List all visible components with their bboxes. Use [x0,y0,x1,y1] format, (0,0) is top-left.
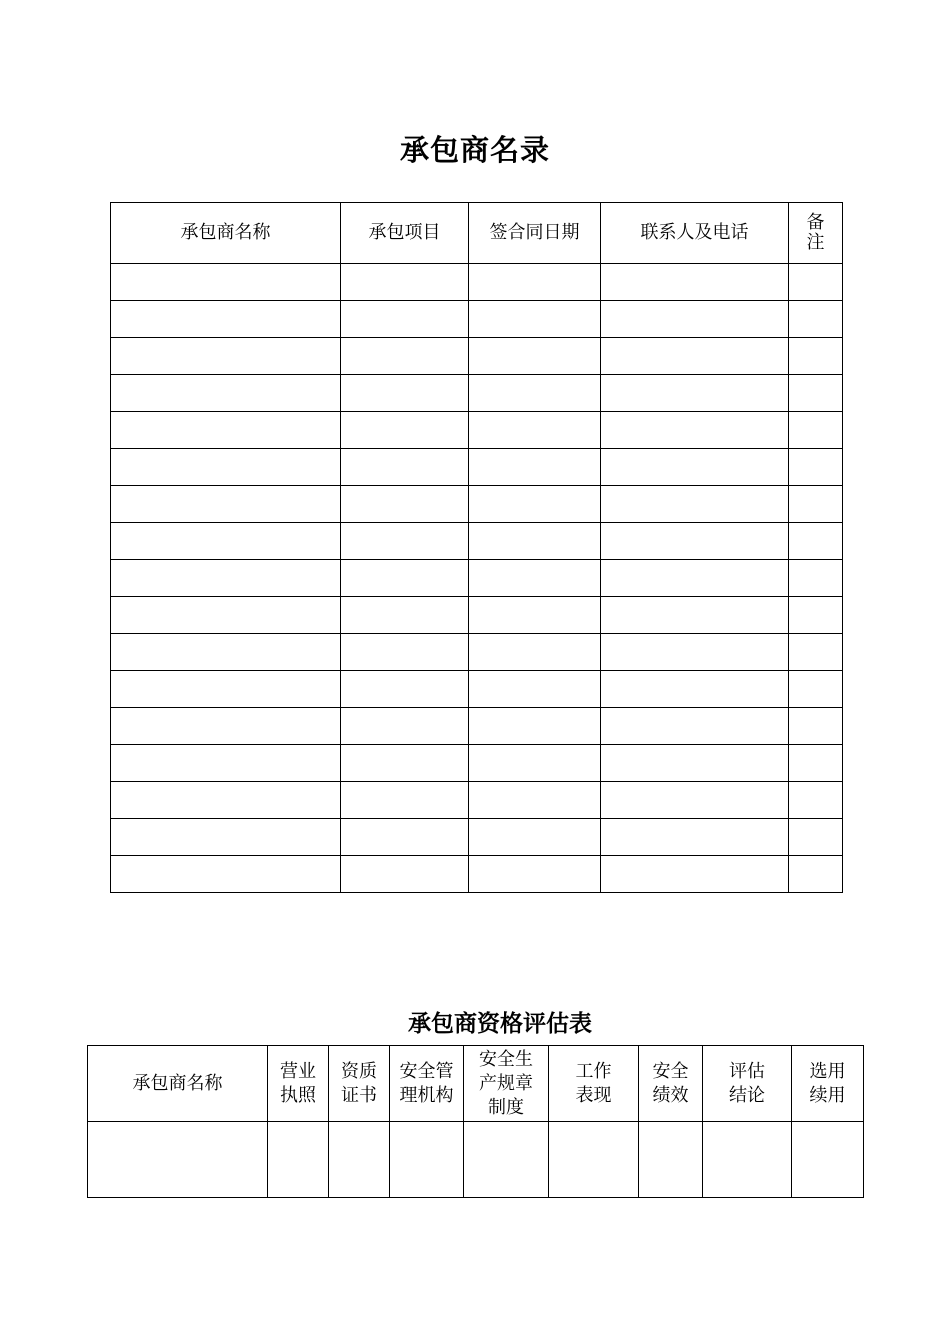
table-row [111,708,843,745]
blank-cell [789,634,843,671]
blank-cell [601,745,789,782]
blank-cell [469,375,601,412]
header-line: 制度 [488,1096,524,1118]
evaluation-header-cell [88,1046,268,1122]
blank-cell [111,486,341,523]
qualification-evaluation-table [87,1045,864,1198]
table-row [88,1122,864,1198]
blank-cell [469,560,601,597]
roster-title: 承包商名录 [399,133,550,167]
blank-cell [341,745,469,782]
blank-cell [601,264,789,301]
blank-cell [601,486,789,523]
blank-cell [469,523,601,560]
header-line: 证书 [341,1084,377,1106]
blank-cell [703,1122,792,1198]
blank-cell [111,634,341,671]
header-remark [789,203,843,264]
blank-cell [549,1122,639,1198]
evaluation-title: 承包商资格评估表 [408,1010,592,1037]
blank-cell [111,412,341,449]
blank-cell [789,597,843,634]
blank-cell [111,264,341,301]
table-row [111,856,843,893]
blank-cell [341,782,469,819]
blank-cell [789,671,843,708]
header-line: 安全 [652,1060,689,1082]
blank-cell [390,1122,464,1198]
header-line: 选用 [809,1060,846,1082]
header-contractor-name: 承包商名称 [111,203,341,264]
blank-cell [469,597,601,634]
blank-cell [601,597,789,634]
table-row [111,634,843,671]
table-row [111,486,843,523]
blank-cell [469,671,601,708]
blank-cell [341,412,469,449]
roster-header-row [111,203,843,264]
header-remark-line-2: 注 [806,232,825,253]
evaluation-header-cell [549,1046,639,1122]
table-row [111,412,843,449]
blank-cell [341,338,469,375]
blank-cell [341,486,469,523]
header-line: 评估 [729,1060,765,1082]
blank-cell [341,449,469,486]
blank-cell [464,1122,549,1198]
header-contract-date: 签合同日期 [469,203,601,264]
table-row [111,523,843,560]
blank-cell [111,301,341,338]
blank-cell [341,375,469,412]
blank-cell [341,671,469,708]
header-line: 营业 [280,1060,316,1082]
blank-cell [111,745,341,782]
blank-cell [789,560,843,597]
blank-cell [789,449,843,486]
blank-cell [789,708,843,745]
table-row [111,338,843,375]
blank-cell [789,412,843,449]
header-line: 表现 [575,1084,612,1106]
blank-cell [469,819,601,856]
blank-cell [469,782,601,819]
header-line: 续用 [809,1084,846,1106]
blank-cell [111,449,341,486]
header-line: 资质 [341,1060,377,1082]
blank-cell [469,708,601,745]
blank-cell [469,634,601,671]
blank-cell [789,301,843,338]
blank-cell [341,634,469,671]
blank-cell [469,264,601,301]
blank-cell [111,671,341,708]
blank-cell [111,523,341,560]
header-remark-line-1: 备 [806,212,825,233]
evaluation-header-cell [703,1046,792,1122]
blank-cell [601,449,789,486]
blank-cell [601,523,789,560]
header-line: 承包商名称 [132,1072,223,1094]
blank-cell [601,634,789,671]
header-line: 执照 [280,1084,316,1106]
blank-cell [111,782,341,819]
blank-cell [601,708,789,745]
blank-cell [341,301,469,338]
table-row [111,449,843,486]
header-line: 产规章 [479,1072,533,1094]
blank-cell [601,560,789,597]
blank-cell [469,486,601,523]
roster-body [111,264,843,893]
header-line: 工作 [575,1060,612,1082]
blank-cell [469,301,601,338]
blank-cell [789,782,843,819]
blank-cell [601,412,789,449]
evaluation-header-cell [329,1046,390,1122]
table-row [111,560,843,597]
evaluation-header-cell [792,1046,864,1122]
blank-cell [341,264,469,301]
header-line: 理机构 [399,1084,454,1106]
blank-cell [601,671,789,708]
blank-cell [469,338,601,375]
blank-cell [111,708,341,745]
blank-cell [341,708,469,745]
evaluation-header-cell [639,1046,703,1122]
blank-cell [789,523,843,560]
blank-cell [601,782,789,819]
blank-cell [111,819,341,856]
table-row [111,597,843,634]
blank-cell [789,375,843,412]
contractor-roster-table [110,202,843,893]
header-project: 承包项目 [341,203,469,264]
blank-cell [789,264,843,301]
blank-cell [268,1122,329,1198]
blank-cell [341,597,469,634]
blank-cell [469,745,601,782]
blank-cell [341,523,469,560]
blank-cell [111,338,341,375]
evaluation-body [88,1122,864,1198]
blank-cell [789,856,843,893]
header-line: 安全生 [479,1048,533,1070]
blank-cell [601,338,789,375]
blank-cell [639,1122,703,1198]
blank-cell [329,1122,390,1198]
blank-cell [111,375,341,412]
header-line: 安全管 [399,1060,454,1082]
blank-cell [789,338,843,375]
blank-cell [469,412,601,449]
blank-cell [341,856,469,893]
header-line: 绩效 [652,1084,689,1106]
blank-cell [111,597,341,634]
evaluation-header-row [88,1046,864,1122]
blank-cell [789,819,843,856]
table-row [111,819,843,856]
table-row [111,782,843,819]
table-row [111,745,843,782]
blank-cell [341,819,469,856]
blank-cell [601,856,789,893]
blank-cell [792,1122,864,1198]
blank-cell [469,856,601,893]
blank-cell [601,375,789,412]
header-contact: 联系人及电话 [601,203,789,264]
table-row [111,301,843,338]
blank-cell [601,301,789,338]
table-row [111,375,843,412]
blank-cell [111,560,341,597]
header-line: 结论 [729,1084,765,1106]
evaluation-header-cell [464,1046,549,1122]
evaluation-header-cell [268,1046,329,1122]
blank-cell [469,449,601,486]
table-row [111,264,843,301]
evaluation-header-cell [390,1046,464,1122]
blank-cell [111,856,341,893]
blank-cell [88,1122,268,1198]
table-row [111,671,843,708]
blank-cell [341,560,469,597]
blank-cell [601,819,789,856]
blank-cell [789,745,843,782]
blank-cell [789,486,843,523]
